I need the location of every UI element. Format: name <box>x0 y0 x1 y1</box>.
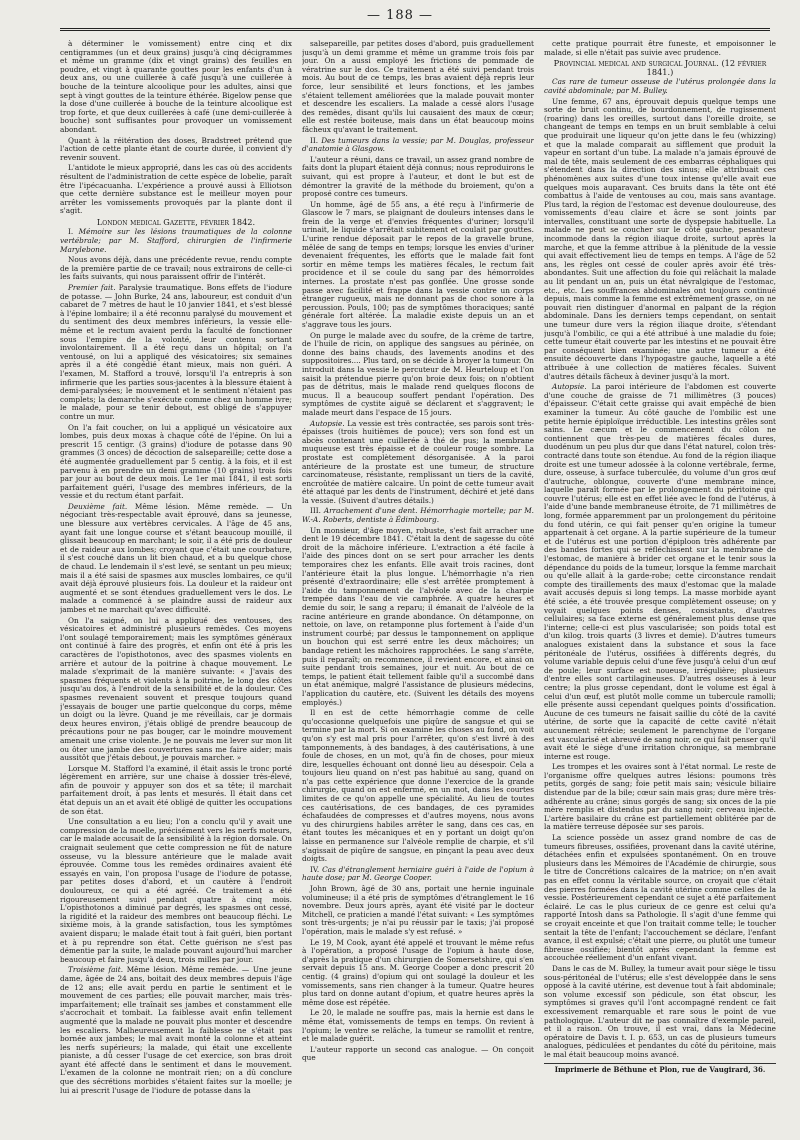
paragraph: Les trompes et les ovaires sont à l'état normal. Le reste de l'organisme offre quelques autres lésions: poumons très petits, gorgés de sang; foie petit mais sain; vésicule biliaire distendue par de la bile; cœur sain mais gras; dure mère très-adhérente au crâne; sinus gorgés de sang; six onces de la pie mère remplis et distendus par du sang noir; cerveau injecté. L'artère basilaire du crâne est partiellement oblitérée par de la matière terreuse déposée sur ses parois. <box>544 762 776 832</box>
paragraph <box>302 420 534 506</box>
case-lead: Autopsie. <box>552 382 587 392</box>
section-heading: Provincial medical and surgical Journal. (12 février 1841.) <box>553 58 767 77</box>
article-author: par M. W.-A. Roberts, dentiste à Édimbourg. <box>302 506 534 525</box>
paragraph: Un homme, âgé de 55 ans, a été reçu à l'infirmerie de Glascow le 7 mars, se plaignant de douleurs intenses dans le frein de la verge et d'envies fréquentes d'uriner; lorsqu'il urinait, le liquide s'arrêtait subitement et coulait par gouttes. L'urine rendue déposait par le repos de la gravelle brune, mêlée de sang de temps en temps; lorsque les envies d'uriner devenaient fréquentes, les efforts que le malade fait font sortir en même temps les matières fécales, le rectum fait procidence et il se coule du sang par des hémorroïdes internes. La prostate n'est pas gonflée. Une grosse sonde passe avec facilité et frappe dans la vessie contre un corps étranger rugueux, mais ne donnant pas de choc sonore à la percussion. Pouls, 100; pas de symptômes thoraciques; santé générale fort altérée. La maladie existe depuis un an et s'aggrave tous les jours. <box>302 199 534 329</box>
article-author: par M. Douglas, professeur d'anatomie à Glasgow. <box>302 135 534 154</box>
article-number: IV. <box>310 864 320 874</box>
paragraph <box>544 383 776 761</box>
page-number: — 188 — <box>366 8 434 23</box>
header-rule <box>60 28 770 31</box>
case-text: Même lésion. Même remède. — Une jeune dame, âgée de 24 ans, boitait des deux membres depuis l'âge de 12 ans; elle avait perdu en partie le sentiment et le mouvement de ces parties; elle pouvait marcher, mais très-imparfaitement; elle traînait ses jambes et constamment elle s'accrochait et tombait. La faiblesse avait enfin tellement augmenté que la malade ne pouvait plus monter et descendre les escaliers. Malheureusement la faiblesse ne s'était pas bornée aux jambes; le mal avait monté la colonne et atteint les nerfs supérieurs; la malade, qui était une excellente pianiste, a dû cesser l'usage de cet exercice, son bras droit ayant été affecté dans le sentiment et dans le mouvement. L'examen de la colonne ne montrait rien; on a dû conclure que des sécrétions morbides s'étaient faites sur la moelle; je lui ai prescrit l'usage de l'iodure de potasse dans la <box>60 965 292 1095</box>
case-text: Même lésion. Même remède. — Un négociant très-respectable avait éprouvé, dans sa jeunesse, une blessure aux vertèbres cervicales. A l'âge de 45 ans, ayant fait une longue course et s'étant beaucoup mouillé, il glissait beaucoup en marchant; le soir, il a été pris de douleur et de raideur aux lombes; croyant que c'était une courbature, il s'est couché dans un lit bien chaud, et a bu quelque chose de chaud. Le lendemain il s'est levé, se sentant un peu mieux; mais il a été saisi de spasmes aux muscles lombaires, ce qu'il avait déjà éprouvé plusieurs fois. La douleur et la raideur ont augmenté et se sont étendues graduellement vers le dos. Le malade a commencé à se plaindre aussi de raideur aux jambes et ne marchait qu'avec difficulté. <box>60 501 292 614</box>
paragraph <box>60 503 292 615</box>
article-title: Cas d'étranglement herniaire guéri à l'aide de l'opium à haute dose; <box>302 864 534 883</box>
case-lead: Premier fait. <box>68 283 116 293</box>
section-heading: London medical Gazette, février 1842. <box>96 216 256 227</box>
case-lead: Troisième fait. <box>68 965 124 975</box>
paragraph: à déterminer le vomissement) entre cinq et dix centigrammes (un et deux grains) jusqu'à cinq décigrammes et même un gramme (dix et vingt grains) des feuilles en poudre, et vingt à quarante gouttes pour les enfants d'un à deux ans, ou une cuillerée à café jusqu'à une cuillerée à bouche de la teinture alcoolique pour les adultes, ainsi que sept à vingt gouttes de la teinture éthérée. Bigelow pense que la dose d'une cuillerée à bouche de la teinture alcoolique est trop forte, et que deux cuillerées à café (une demi-cuillerée à bouche) sont suffisantes pour provoquer un vomissement abondant. <box>60 40 292 134</box>
paragraph: Une consultation a eu lieu; l'on a conclu qu'il y avait une compression de la moelle, précisément vers les nerfs moteurs, car le malade accusait de la sensibilité à la région dorsale. On craignait seulement que cette compression ne fût de nature osseuse, vu la blessure antérieure que le malade avait éprouvée. Comme tous les remèdes ordinaires avaient été essayés en vain, l'on proposa l'usage de l'iodure de potasse, par petites doses d'abord, et un cautère à l'endroit douloureux, ce qui a été agréé. Ce traitement a été rigoureusement suivi pendant quatre à cinq mois. L'opisthotonos a diminué par degrés, les spasmes ont cessé, la rigidité et la raideur des membres ont beaucoup fléchi. Le sixième mois, à la grande satisfaction, tous les symptômes avaient disparu; le malade était tout à fait guéri, bien portant et à pu reprendre son état. Cette guérison ne s'est pas démentie par la suite, le malade pouvant aujourd'hui marcher beaucoup et faire jusqu'à deux, trois milles par jour. <box>60 817 292 964</box>
case-lead: Deuxième fait. <box>68 501 128 511</box>
paragraph: L'auteur rapporte un second cas analogue. — On conçoit que <box>302 1044 534 1063</box>
article-heading <box>60 228 292 254</box>
paragraph: John Brown, âgé de 30 ans, portait une hernie inguinale volumineuse; il a été pris de symptômes d'étranglement le 16 novembre. Deux jours après, ayant été visité par le docteur Mitchell, ce praticien a mandé l'état suivant: « Les symptômes sont très-urgents; je n'ai pu réussir par le taxis; j'ai proposé l'opération, mais le malade s'y est refusé. » <box>302 884 534 936</box>
paragraph: L'auteur a réuni, dans ce travail, un assez grand nombre de faits dont la plupart étaient déjà connus; nous reproduirons le suivant, qui est propre à l'auteur, et dont le but est de démontrer la gravité de la méthode du broiement, qu'on a proposé contre ces tumeurs. <box>302 154 534 199</box>
article-title: Cas rare de tumeur osseuse de l'utérus prolongée dans la cavité abdominale; <box>544 77 776 95</box>
case-text: La paroi intérieure de l'abdomen est couverte d'une couche de graisse de 71 millimètres (3 pouces) d'épaisseur. C'était cette graisse qui avait empêché de bien examiner la tumeur. Au côté gauche de l'ombilic est une petite hernie épiploïque irréductible. Les intestins grêles sont sains. Le cæcum et le commencement du côlon ne contiennent que très-peu de matières fécales dures, duodénum un peu plus dur que dans l'état naturel, colon très-contracté dans toute son étendue. Au fond de la région iliaque droite est une tumeur adossée à la colonne vertébrale, ferme, dure, osseuse, à surface tuberculée, du volume d'un gros œuf d'autruche, oblongue, couverte d'une membrane mince, laquelle paraît formée par le prolongement du péritoine qui couvre l'utérus; elle est en effet liée avec le fond de l'utérus, à l'aide d'une bande membraneuse étroite, de 71 millimètres de long, formée apparemment par un prolongement du péritoine du fond utérin, ce qui fait penser qu'en origine la tumeur appartenait à cet organe. A la partie supérieure de la tumeur et de l'utérus est une portion d'épiploon très adhérente par des bandes fortes qui se réfléchissent sur la membrane de l'estomac, de manière à brider cet organe et le tenir sous la dépendance du poids de la tumeur, lorsque la femme marchait ou qu'elle allait à la garde-robe; cette circonstance rendait compte des tiraillements des maux d'estomac que la malade avait accusés depuis si long temps. La masse morbide ayant été sciée, a été trouvée presque complètement osseuse; on y voyait quelques points denses, consistants, d'autres cellulaires; sa face externe est généralement plus dense que l'interne; celle-ci est plus vascularisée; son poids total est d'un kilog. trois quarts (3 livres et demie). D'autres tumeurs analogues existaient dans la substance et sous la face péritonéale de l'utérus, ossifiées à différents degrés, du volume variable depuis celui d'une fève jusqu'à celui d'un œuf de poule; leur surface est noueuse, irrégulière; plusieurs d'entre elles sont cartilagineuses. D'autres osseuses à leur centre; la plus grosse cependant, dont le volume est égal à celui d'un œuf, est plutôt molle comme un tubercule ramolli; elle présente aussi cependant quelques points d'ossification. Aucune de ces tumeurs ne faisait saillie du côté de la cavité utérine, de sorte que la capacité de cette cavité n'était aucunement rétrécie; seulement le parenchyme de l'organe est vascularisé et abreuvé de sang noir, ce qui fait penser qu'il avait été le siège d'une irritation chronique, sa membrane interne est rouge. <box>544 382 776 761</box>
article-author: par M. Bulley. <box>616 85 668 95</box>
article-title: Mémoire sur les lésions traumatiques de la colonne vertébrale; <box>60 227 292 246</box>
paragraph: Dans le cas de M. Bulley, la tumeur avait pour siège le tissu sous-péritonéal de l'utérus; elle s'est développée dans le sens opposé à la cavité utérine, est devenue tout à fait abdominale; son volume excessif son pédicule, son état obscur, les symptômes si graves qu'il l'ont accompagné rendent ce fait excessivement remarquable et rare sous le point de vue pathologique. L'auteur dit ne pas connaître d'exemple pareil, et il a raison. On trouve, il est vrai, dans la Médecine opératoire de Davis t. I. p. 653, un cas de plusieurs tumeurs analogues, pédiculées et pendantes du côté du péritoine, mais le mal était beaucoup moins avancé. <box>544 963 776 1059</box>
paragraph: Une femme, 67 ans, éprouvait depuis quelque temps une sorte de bruit continu, de bourdonnement, de rugissement (roaring) dans les oreilles, surtout dans l'oreille droite, se changeant de temps en temps en un bruit semblable à celui que produirait une liqueur qu'on jette dans le feu (whizzing) et que la malade comparait au sifflement que produit la vapeur en sortant d'un tube. La malade n'a jamais éprouvé de mal de tête, mais seulement de ces embarras céphaliques qui s'étendent dans la direction des sinus; elle attribuait ces phénomènes aux suites d'une toux intense qu'elle avait eue quelques mois auparavant. Ces bruits dans la tête ont été combattus à l'aide de ventouses au cou, mais sans avantage. Plus tard, la région de l'estomac est devenue douloureuse, des vomissements d'eau claire et âcre se sont joints par intervalles, constituant une sorte de dyspepsie habituelle. La malade ne peut se coucher sur le côté gauche, pesanteur incommode dans la région iliaque droite, surtout après la marche, et que la femme attribue à la plénitude de la vessie qui avait effectivement lieu de temps en temps. A l'âge de 52 ans, les règles ont cessé de couler après avoir été très-abondantes. Suit une affection du foie qui relâchait la malade au lit pendant un an, puis un état névralgique de l'estomac, etc., etc. Les souffrances abdominales ont toujours continué depuis, mais comme la femme est extrêmement grasse, on ne pouvait rien distinguer d'anormal en palpant de la région abdominale. Dans les derniers temps cependant, on sentait une tumeur dure vers la région iliaque droite, s'étendant jusqu'à l'ombilic, ce qui a été attribué à une maladie du foie; cette tumeur était couverte par les intestins et ne pouvait être par conséquent bien examinée; une autre tumeur a été ensuite découverte dans l'hypogastre gauche, laquelle a été attribuée à une collection de matières fécales. Suivent d'autres détails fâcheux à deviner jusqu'à la mort. <box>544 96 776 381</box>
paragraph: Le 20, le malade ne souffre pas, mais la hernie est dans le même état, vomissements de temps en temps. On revient à l'opium; le ventre se relâche, la tumeur se ramollit et rentre, et le malade guérit. <box>302 1008 534 1044</box>
paragraph: On purge le malade avec du soufre, de la crème de tartre, de l'huile de ricin, on applique des sangsues au périnée, on donne des bains chauds, des lavements anodins et des suppositoires.... Plus tard, on se décide à broyer la tumeur. On introduit dans la vessie le percuteur de M. Heurteloup et l'on saisit la prétendue pierre qu'on broie deux fois; on n'obtient pas de détritus, mais le malade rend quelques flocons de mucus. Il a beaucoup souffert pendant l'opération. Des symptômes de cystite aiguë se déclarent et s'aggravent; le malade meurt dans l'espace de 15 jours. <box>302 330 534 417</box>
article-number: I. <box>68 227 74 237</box>
paragraph: Il en est de cette hémorrhagie comme de celle qu'occasionne quelquefois une piqûre de sangsue et qui se termine par la mort. Si on examine les choses au fond, on voit qu'on s'y est mal pris pour l'arrêter, qu'on s'est livré à des tamponnements, à des bandages, à des cautérisations, à une foule de choses, en un mot, qu'à fin de choses, pour mieux dire, lesquelles échouant ont donné lieu au désespoir. Cela a toujours lieu quand on n'est pas habitué au sang, quand on n'a pas cette expérience que donne l'exercice de la grande chirurgie, quand on est enfermé, en un mot, dans les courtes limites de ce qu'on appelle une spécialité. Au lieu de toutes ces cautérisations, de ces bandages, de ces pyramides échafaudées de compresses et d'autres moyens, nous avons vu des chirurgiens habiles arrêter le sang, dans ces cas, en étant toutes les mécaniques et en y portant un doigt qu'on laisse en permanence sur l'alvéole remplie de charpie, et s'il s'agissait de piqûre de sangsue, en pinçant la peau avec deux doigts. <box>302 708 534 864</box>
paragraph <box>60 284 292 422</box>
article-number: II. <box>310 135 319 145</box>
article-heading <box>302 866 534 883</box>
paragraph: La science possède un assez grand nombre de cas de tumeurs fibreuses, ossifiées, provenant dans la cavité utérine, détachées enfin et expulsées spontanément. On en trouve plusieurs dans les Mémoires de l'Académie de chirurgie, sous le titre de Concrétions calcaires de la matrice; on n'en avait pas en effet connu la véritable source, on croyait que c'était des pierres formées dans la cavité utérine comme celles de la vessie. Postérieurement cependant ce sujet a été parfaitement éclairé. Le cas le plus curieux de ce genre est celui qu'a rapporté Intosh dans sa Pathologie. Il s'agit d'une femme qui se croyait enceinte et que l'on traitait comme telle; le toucher sentait la tête de l'enfant; l'accouchement se déclare, l'enfant avance, il est expulsé; c'était une pierre, ou plutôt une tumeur fibreuse ossifiée; bientôt après cependant la femme est accouchée réellement d'un enfant vivant. <box>544 833 776 963</box>
article-heading <box>544 78 776 95</box>
column-3 <box>544 40 776 1135</box>
column-1 <box>60 40 292 1135</box>
article-author: par M. George Cooper. <box>347 873 432 883</box>
paragraph: Nous avons déjà, dans une précédente revue, rendu compte de la première partie de ce travail; nous extrairons de celle-ci les faits suivants, qui nous paraissent offrir de l'intérêt. <box>60 255 292 282</box>
paragraph: On l'a fait coucher, on lui a appliqué un vésicatoire aux lombes, puis deux moxas à chaque côté de l'épine. On lui a prescrit 15 centigr. (3 grains) d'iodure de potasse dans 90 grammes (3 onces) de décoction de salsepareille; cette dose a été augmentée graduellement par 5 centig. à la fois, et il est parvenu à en prendre un demi gramme (10 grains) trois fois par jour au bout de deux mois. Le 1er mai 1841, il est sorti parfaitement guéri, l'usage des membres inférieurs, de la vessie et du rectum étant parfait. <box>60 422 292 501</box>
paragraph: Quant à la réitération des doses, Bradstreet prétend que l'action de cette plante étant de courte durée, il convient d'y revenir souvent. <box>60 135 292 162</box>
article-heading <box>302 137 534 154</box>
paragraph: Le 19, M Cook, ayant été appelé et trouvant le même refus à l'opération, a proposé l'usage de l'opium à haute dose, d'après la pratique d'un chirurgien de Somersetshire, qui s'en servait depuis 15 ans. M. George Cooper a donc prescrit 20 centig. (4 grains) d'opium qui ont soulagé la douleur et les vomissements, sans rien changer à la tumeur. Quatre heures plus tard on donne autant d'opium, et quatre heures après la même dose est répétée. <box>302 937 534 1007</box>
paragraph: Un monsieur, d'âge moyen, robuste, s'est fait arracher une dent le 19 décembre 1841. C'était la dent de sagesse du côté droit de la mâchoire inférieure. L'extraction a été facile à l'aide des pinces dont on se sert pour arracher les dents temporaires chez les enfants. Elle avait trois racines, dont l'antérieure était la plus longue. L'hémorrhagie n'a rien présenté d'extraordinaire; elle s'est arrêtée promptement à l'aide du tamponnement de l'alvéole avec de la charpie trempée dans l'eau de vie camphrée. A quatre heures et demie du soir, le sang a reparu; il émanait de l'alvéole de la racine antérieure en grande abondance. On détamponne, on nettoie, on lave, on retamponne plus fortement à l'aide d'un instrument courbé; par dessus le tamponnement on applique un bouchon qui est serré entre les deux mâchoires; un bandage retient les mâchoires rapprochées. Le sang s'arrête, puis il reparaît; on recommence, il revient encore, et ainsi on suite pendant trois semaines, jour et nuit. Au bout de ce temps, le patient était tellement faible qu'il a succombé dans un état anémique, malgré l'assistance de plusieurs médecins, l'application du cautère, etc. (Suivent les détails des moyens employés.) <box>302 525 534 707</box>
article-title: Arrachement d'une dent. Hémorrhagie mortelle; <box>323 506 506 516</box>
case-text: Paralysie traumatique. Bons effets de l'iodure de potasse. — John Burke, 24 ans, laboureur, est conduit d'un cabaret de 7 mètres de haut le 10 janvier 1841, et s'est blessé à l'épine lombaire; il a été reconnu paralysé du mouvement et du sentiment des deux membres inférieurs, la vessie elle-même et le rectum avaient perdu la faculté de fonctionner sous l'empire de la volonté, leur contenu sortant involontairement. Il a été reçu dans un hôpital; on l'a ventousé, on lui a appliqué des vésicatoires; six semaines après il a été congédié étant mieux, mais non guéri. A l'examen, M. Stafford a trouvé, lorsqu'il l'a entrepris à son infirmerie que les parties sous-jacentes à la blessure étaient à demi-paralysées; le mouvement et le sentiment n'étaient pas complets; la demarche s'exécute comme chez un homme ivre; le malade, pour se tenir debout, est obligé de s'appuyer contre un mur. <box>60 283 292 421</box>
paragraph: On l'a saigné, on lui a appliqué des ventouses, des vésicatoires et administré plusieurs remèdes. Ces moyens l'ont soulagé temporairement; mais les symptômes généraux ont continué à faire des progrès, et enfin ont été à pris les caractères de l'opisthotonos, avec des spasmes violents en arrière et autour de la poitrine à chaque mouvement. Le malade s'exprimait de la manière suivante: « J'avais des spasmes fréquents et violents à la poitrine, le long des côtes jusqu'au dos, à l'endroit de la sensibilité et de la douleur. Ces spasmes revenaient souvent et presque toujours quand j'essayais de bouger une partie quelconque du corps, même un doigt ou la lèvre. Quand je me réveillais, car je dormais deux heures environ, j'étais obligé de prendre beaucoup de précautions pour ne pas bouger, car le moindre mouvement amenait une crise violente. Je ne pouvais me lever sur mon lit ou ôter une jambe des couvertures sans me faire aider; mais aussitôt que j'étais debout, je pouvais marcher. » <box>60 615 292 763</box>
paragraph: L'antidote le mieux approprié, dans les cas où des accidents résultent de l'administration de cette espèce de lobelie, paraît être l'ipécacuanha. L'expérience a prouvé aussi à Elliotson que cette dernière substance est le meilleur moyen pour arrêter les vomissements provoqués par la plante dont il s'agit. <box>60 163 292 216</box>
paragraph: salsepareille, par petites doses d'abord, puis graduellement jusqu'à un demi gramme et même un gramme trois fois par jour. On a aussi employé les frictions de pommade de vératrine sur le dos. Ce traitement a été suivi pendant trois mois. Au bout de ce temps, les bras avaient déjà repris leur force, leur sensibilité et leurs fonctions, et les jambes s'étaient tellement améliorées que la malade pouvait monter et descendre les escaliers. La malade a cessé alors l'usage des remèdes, disant qu'ils lui causaient des maux de cœur; elle est restée boiteuse, mais dans un état beaucoup moins fâcheux qu'avant le traitement. <box>302 40 534 134</box>
article-author: par M. Stafford, chirurgien de l'infirmerie Marylebone. <box>60 236 292 254</box>
article-heading <box>302 507 534 524</box>
case-lead: Autopsie. <box>310 418 345 428</box>
article-number: III. <box>310 506 321 516</box>
case-text: La vessie est très contractée, ses parois sont très-épaisses (trois huitièmes de pouce); vers son fond est un abcès contenant une cuillerée à thé de pus; la membrane muqueuse est très épaisse et de couleur rouge sombre. La prostate est complètement désorganisée. A la paroi antérieure de la prostate est une tumeur, de structure carcinomateuse, résistante, remplissant un tiers de la cavité, encroûtée de matière calcaire. Un point de cette tumeur avait été attaqué par les dents de l'instrument, déchiré et jeté dans la vessie. (Suivent d'autres détails.) <box>302 418 534 505</box>
paragraph <box>60 966 292 1095</box>
paragraph: cette pratique pourrait être funeste, et empoisonner le malade, si elle n'était pas suivie avec prudence. <box>544 40 776 57</box>
paragraph: Lorsque M. Stafford l'a examiné, il était assis le tronc porté légèrement en arrière, sur une chaise à dossier très-élevé, afin de pouvoir y appuyer son dos et sa tête; il marchait parfaitement droit, à pas lents et mesurés. Il était dans cet état depuis un an et avait été obligé de quitter les occupations de son état. <box>60 763 292 816</box>
text-columns <box>60 40 776 1135</box>
article-title: Des tumeurs dans la vessie; <box>321 135 428 145</box>
column-2 <box>302 40 534 1135</box>
imprint: Imprimerie de Béthune et Plon, rue de Vaugirard, 36. <box>544 1063 776 1075</box>
